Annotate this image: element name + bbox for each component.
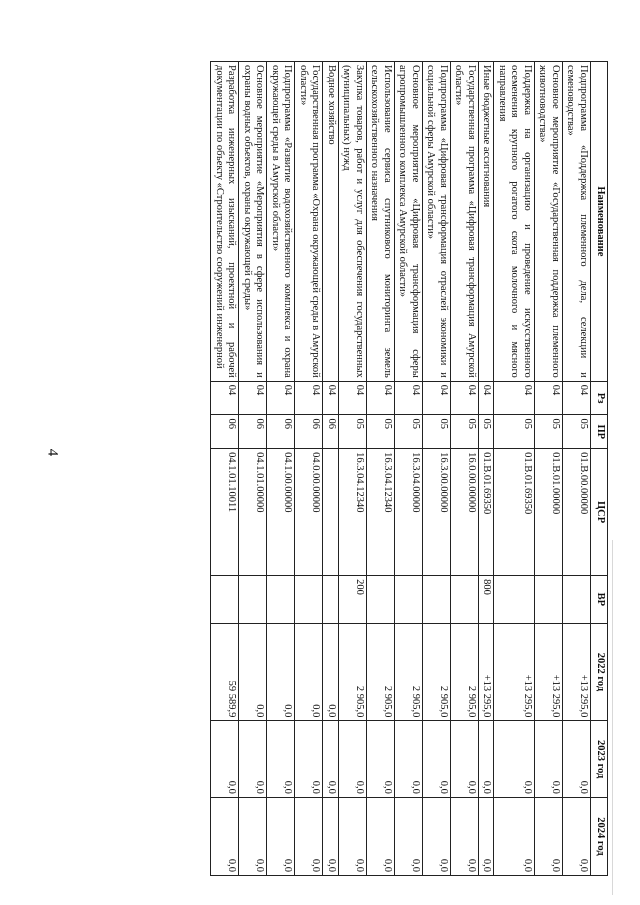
header-vr: ВР xyxy=(591,576,608,623)
row-2023: 0,0 xyxy=(395,721,423,798)
table-row xyxy=(339,62,367,876)
row-name: Иные бюджетные ассигнования xyxy=(479,62,495,382)
row-name: Закупка товаров, работ и услуг для обеспечения государственных (муниципальных) нужд xyxy=(339,62,367,382)
row-vr xyxy=(267,576,295,623)
row-2023: 0,0 xyxy=(239,721,267,798)
row-name: Основное мероприятие «Цифровая трансформация сферы агропромышленного комплекса Амурской области» xyxy=(395,62,423,382)
row-csr xyxy=(323,449,339,576)
row-csr: 04.1.01.10011 xyxy=(211,449,239,576)
table-row xyxy=(494,62,535,876)
row-vr xyxy=(211,576,239,623)
row-2022: 0,0 xyxy=(239,623,267,721)
row-vr xyxy=(239,576,267,623)
row-name: Подпрограмма «Поддержка племенного дела, селекции и семеноводства» xyxy=(563,62,591,382)
row-csr: 16.3.04.00000 xyxy=(395,449,423,576)
row-name: Основное мероприятие «Государственная поддержка племенного животноводства» xyxy=(535,62,563,382)
row-2022: 0,0 xyxy=(323,623,339,721)
row-2022: 0,0 xyxy=(295,623,323,721)
table-row xyxy=(451,62,479,876)
row-rz: 04 xyxy=(267,381,295,415)
table-row xyxy=(367,62,395,876)
row-2022: 0,0 xyxy=(267,623,295,721)
row-vr xyxy=(367,576,395,623)
row-csr: 04.1.01.00000 xyxy=(239,449,267,576)
row-2023: 0,0 xyxy=(451,721,479,798)
row-vr xyxy=(451,576,479,623)
header-csr: ЦСР xyxy=(591,449,608,576)
row-csr: 04.1.00.00000 xyxy=(267,449,295,576)
scan-edge-line xyxy=(612,540,613,895)
table-row xyxy=(535,62,563,876)
row-rz: 04 xyxy=(423,381,451,415)
row-2023: 0,0 xyxy=(211,721,239,798)
row-pr: 06 xyxy=(295,415,323,449)
row-2023: 0,0 xyxy=(367,721,395,798)
row-rz: 04 xyxy=(211,381,239,415)
row-2023: 0,0 xyxy=(563,721,591,798)
row-csr: 01.В.01.69350 xyxy=(494,449,535,576)
row-rz: 04 xyxy=(451,381,479,415)
row-2024: 0,0 xyxy=(367,797,395,875)
table-row xyxy=(423,62,451,876)
row-2024: 0,0 xyxy=(395,797,423,875)
row-2022: +13 295,0 xyxy=(494,623,535,721)
row-2024: 0,0 xyxy=(267,797,295,875)
row-rz: 04 xyxy=(367,381,395,415)
row-name: Государственная программа «Охрана окружающей среды в Амурской области» xyxy=(295,62,323,382)
row-csr: 16.3.04.12340 xyxy=(339,449,367,576)
row-2022: 2 905,0 xyxy=(423,623,451,721)
row-pr: 05 xyxy=(494,415,535,449)
row-vr xyxy=(395,576,423,623)
row-2024: 0,0 xyxy=(423,797,451,875)
row-name: Подпрограмма «Цифровая трансформация отраслей экономики и социальной сферы Амурской области» xyxy=(423,62,451,382)
row-rz: 04 xyxy=(339,381,367,415)
row-vr: 800 xyxy=(479,576,495,623)
row-2022: +13 295,0 xyxy=(479,623,495,721)
row-rz: 04 xyxy=(494,381,535,415)
row-2022: 2 905,0 xyxy=(367,623,395,721)
row-2022: 59 589,9 xyxy=(211,623,239,721)
row-2022: 2 905,0 xyxy=(339,623,367,721)
budget-table xyxy=(211,61,609,876)
row-vr xyxy=(563,576,591,623)
row-2022: 2 905,0 xyxy=(451,623,479,721)
row-csr: 16.3.04.12340 xyxy=(367,449,395,576)
table-row xyxy=(479,62,495,876)
row-2023: 0,0 xyxy=(494,721,535,798)
row-pr: 06 xyxy=(323,415,339,449)
row-2022: +13 295,0 xyxy=(535,623,563,721)
row-rz: 04 xyxy=(563,381,591,415)
row-name: Основное мероприятие «Мероприятия в сфере использования и охраны водных объектов, охраны окружающей среды» xyxy=(239,62,267,382)
header-rz: Рз xyxy=(591,381,608,415)
row-2023: 0,0 xyxy=(479,721,495,798)
row-2024: 0,0 xyxy=(339,797,367,875)
row-pr: 05 xyxy=(339,415,367,449)
row-2023: 0,0 xyxy=(295,721,323,798)
row-2024: 0,0 xyxy=(451,797,479,875)
row-rz: 04 xyxy=(535,381,563,415)
row-pr: 05 xyxy=(395,415,423,449)
row-pr: 05 xyxy=(479,415,495,449)
row-2023: 0,0 xyxy=(339,721,367,798)
row-vr xyxy=(323,576,339,623)
row-name: Государственная программа «Цифровая трансформация Амурской области» xyxy=(451,62,479,382)
row-name: Использование сервиса спутникового мониторинга земель сельскохозяйственного назначения xyxy=(367,62,395,382)
row-pr: 05 xyxy=(451,415,479,449)
row-vr xyxy=(295,576,323,623)
row-2024: 0,0 xyxy=(239,797,267,875)
row-csr: 01.В.00.00000 xyxy=(563,449,591,576)
page-number: 4 xyxy=(44,448,61,457)
row-name: Водное хозяйство xyxy=(323,62,339,382)
header-pr: ПР xyxy=(591,415,608,449)
row-vr xyxy=(535,576,563,623)
row-pr: 06 xyxy=(211,415,239,449)
table-row xyxy=(395,62,423,876)
row-name: Поддержка на организацию и проведение искусственного осеменения крупного рогатого скота молочного и мясного направления xyxy=(494,62,535,382)
row-rz: 04 xyxy=(295,381,323,415)
row-pr: 05 xyxy=(367,415,395,449)
header-2022: 2022 год xyxy=(591,623,608,721)
header-2024: 2024 год xyxy=(591,797,608,875)
row-vr xyxy=(494,576,535,623)
row-name: Разработка инженерных изысканий, проектной и рабочей документации по объекту «Строительство сооружений инженерной xyxy=(211,62,239,382)
row-csr: 16.3.00.00000 xyxy=(423,449,451,576)
row-rz: 04 xyxy=(395,381,423,415)
row-2023: 0,0 xyxy=(267,721,295,798)
row-pr: 06 xyxy=(239,415,267,449)
budget-table-sheet xyxy=(96,61,608,876)
row-rz: 04 xyxy=(479,381,495,415)
row-rz: 04 xyxy=(239,381,267,415)
header-2023: 2023 год xyxy=(591,721,608,798)
row-2024: 0,0 xyxy=(211,797,239,875)
table-row xyxy=(563,62,591,876)
row-pr: 05 xyxy=(563,415,591,449)
row-2024: 0,0 xyxy=(535,797,563,875)
table-row xyxy=(239,62,267,876)
table-row xyxy=(323,62,339,876)
row-2023: 0,0 xyxy=(423,721,451,798)
row-2023: 0,0 xyxy=(535,721,563,798)
row-vr xyxy=(423,576,451,623)
row-name: Подпрограмма «Развитие водохозяйственного комплекса и охрана окружающей среды в Амурской области» xyxy=(267,62,295,382)
row-2024: 0,0 xyxy=(479,797,495,875)
table-header-row xyxy=(591,62,608,876)
row-2023: 0,0 xyxy=(323,721,339,798)
row-2024: 0,0 xyxy=(323,797,339,875)
row-pr: 06 xyxy=(267,415,295,449)
row-pr: 05 xyxy=(535,415,563,449)
table-body xyxy=(211,62,591,876)
row-2024: 0,0 xyxy=(494,797,535,875)
header-name: Наименование xyxy=(591,62,608,382)
row-2022: 2 905,0 xyxy=(395,623,423,721)
row-csr: 01.В.01.00000 xyxy=(535,449,563,576)
row-csr: 04.0.00.00000 xyxy=(295,449,323,576)
row-2024: 0,0 xyxy=(563,797,591,875)
row-pr: 05 xyxy=(423,415,451,449)
table-row xyxy=(295,62,323,876)
row-2022: +13 295,0 xyxy=(563,623,591,721)
row-2024: 0,0 xyxy=(295,797,323,875)
row-vr: 200 xyxy=(339,576,367,623)
row-csr: 16.0.00.00000 xyxy=(451,449,479,576)
table-row xyxy=(267,62,295,876)
row-rz: 04 xyxy=(323,381,339,415)
row-csr: 01.В.01.69350 xyxy=(479,449,495,576)
table-row xyxy=(211,62,239,876)
